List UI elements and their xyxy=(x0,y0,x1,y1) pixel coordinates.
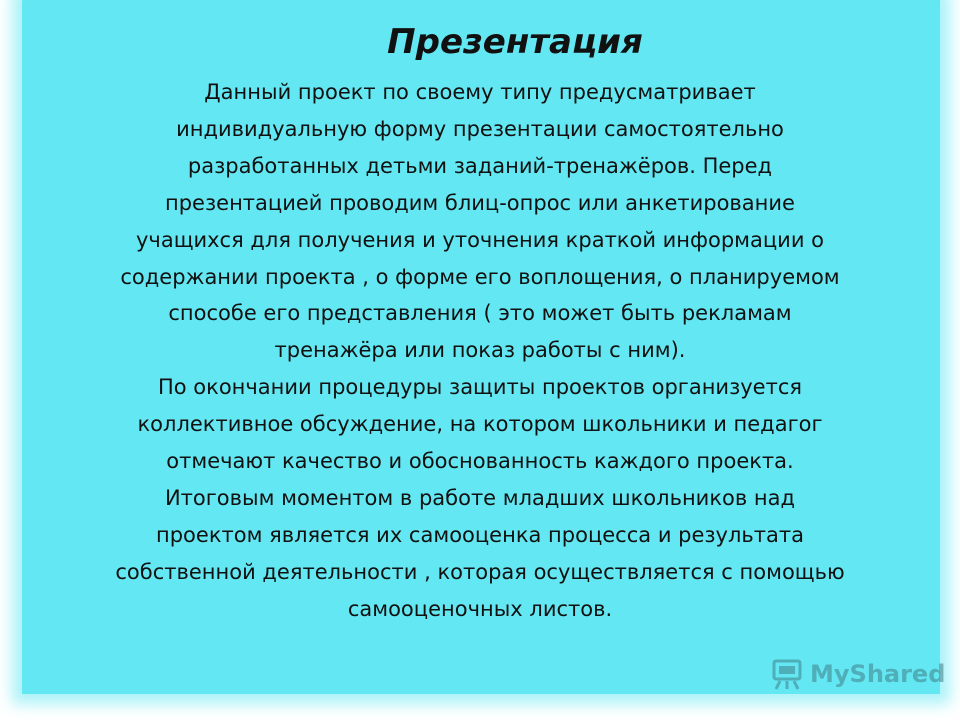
body-line: индивидуальную форму презентации самостоятельно xyxy=(176,116,784,141)
body-line: разработанных детьми заданий-тренажёров. Перед xyxy=(187,153,773,178)
body-line: презентацией проводим блиц-опрос или анкетирование xyxy=(165,190,795,215)
body-line: учащихся для получения и уточнения краткой информации о xyxy=(136,227,824,252)
body-line: тренажёра или показ работы с ним). xyxy=(274,338,686,363)
body-line: проектом является их самооценка процесса и результата xyxy=(156,522,804,547)
presentation-board-icon xyxy=(770,657,804,691)
body-line: содержании проекта , о форме его воплощения, о планируемом xyxy=(120,264,840,289)
slide-body-text xyxy=(30,74,930,628)
body-line: Итоговым моментом в работе младших школьников над xyxy=(164,485,796,510)
body-line: собственной деятельности , которая осуществляется с помощью xyxy=(115,559,845,584)
watermark-text: MyShared xyxy=(810,660,946,688)
body-line: способе его представления ( это может быть рекламам xyxy=(168,301,792,326)
body-line: Данный проект по своему типу предусматривает xyxy=(204,80,756,104)
body-line: самооценочных листов. xyxy=(347,596,613,621)
myshared-watermark xyxy=(770,656,945,692)
slide-title: Презентация xyxy=(387,22,643,62)
body-line: коллективное обсуждение, на котором школьники и педагог xyxy=(137,412,823,437)
body-line: По окончании процедуры защиты проектов организуется xyxy=(157,375,803,400)
body-line: отмечают качество и обоснованность каждого проекта. xyxy=(166,449,794,474)
